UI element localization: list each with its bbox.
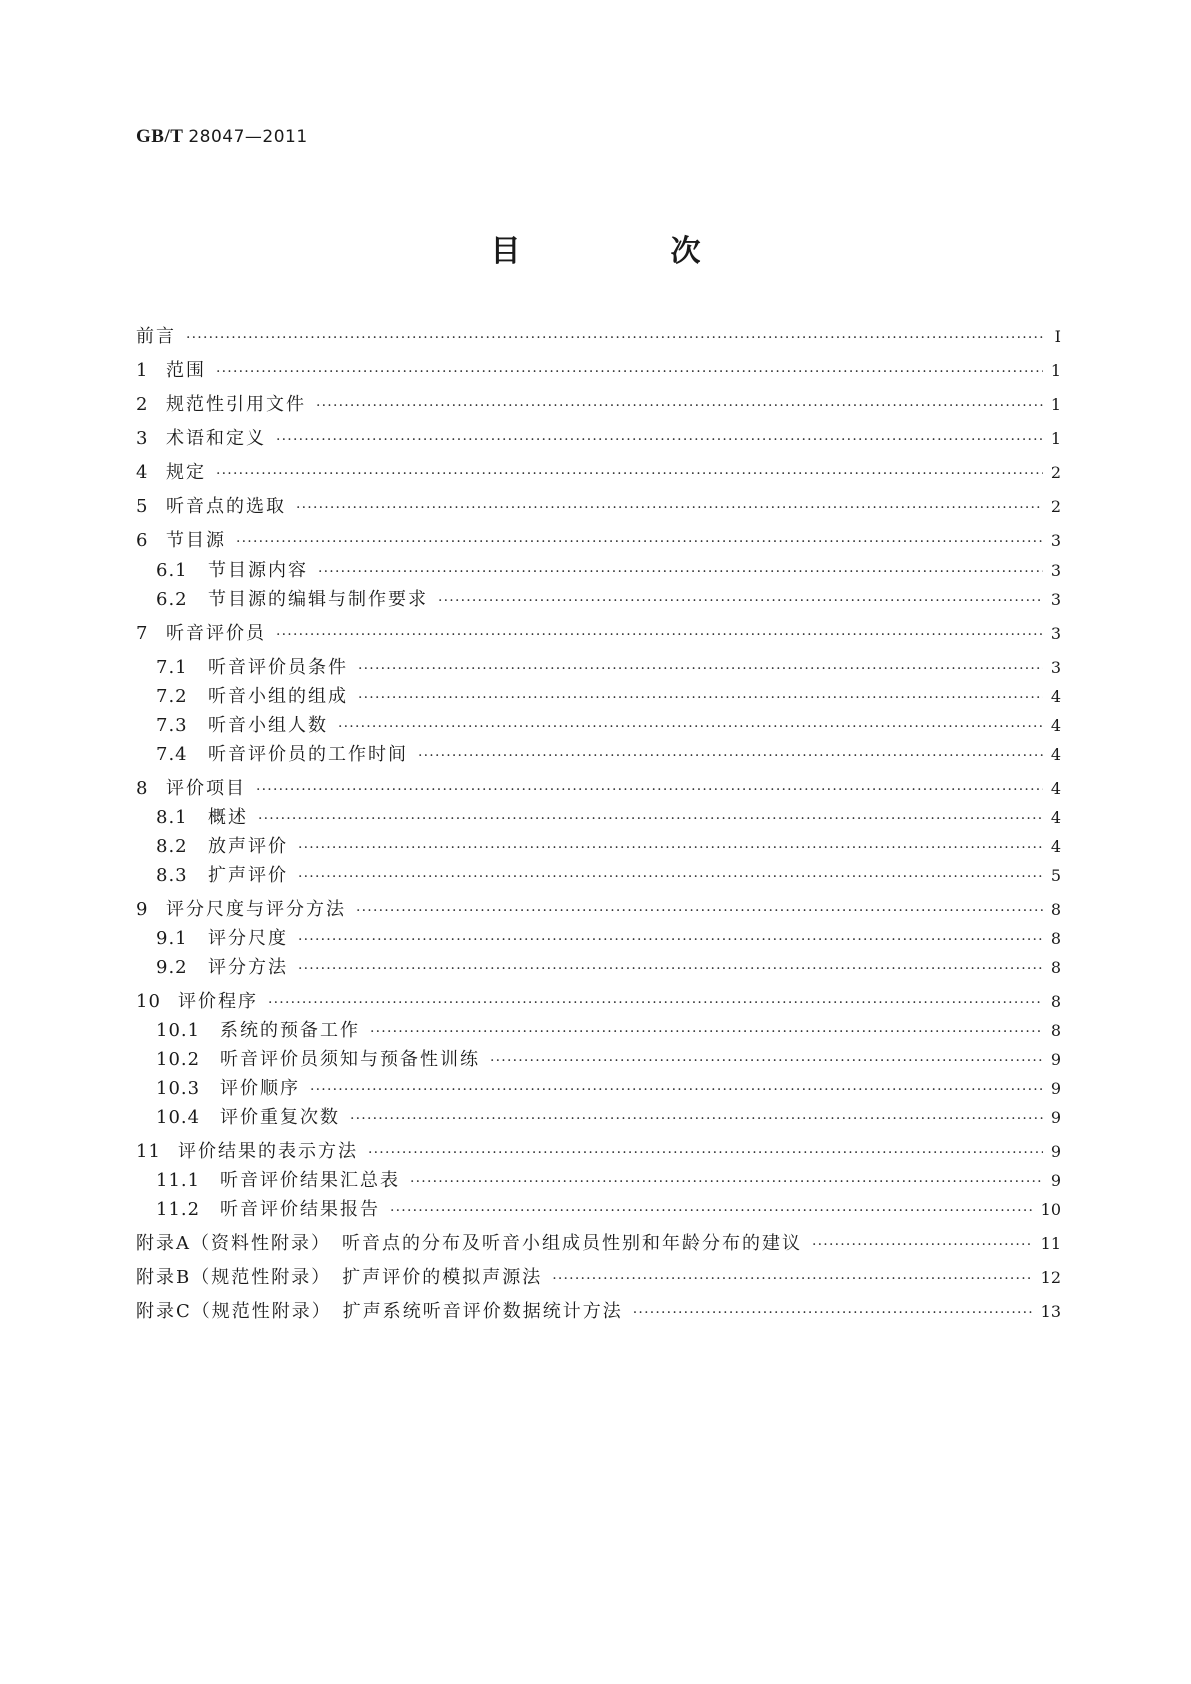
standard-prefix: GB/T — [136, 126, 184, 147]
leader-dots — [298, 833, 1043, 863]
toc-entry[interactable] — [136, 1297, 1061, 1327]
toc-entry[interactable] — [136, 803, 1061, 833]
leader-dots — [258, 804, 1043, 834]
toc-entry-label: 评价结果的表示方法 — [178, 1141, 358, 1162]
toc-entry-number: 10.4 — [156, 1107, 201, 1128]
toc-entry-label: 听音点的选取 — [166, 496, 286, 517]
toc-entry[interactable] — [136, 774, 1061, 804]
toc-entry-label: 放声评价 — [208, 836, 288, 857]
leader-dots — [298, 862, 1043, 892]
toc-entry-number: 9.2 — [156, 957, 188, 978]
toc-entry-number: 9 — [136, 899, 149, 920]
toc-entry-label: 听音评价结果汇总表 — [220, 1170, 400, 1191]
leader-dots — [236, 527, 1043, 557]
leader-dots — [356, 896, 1043, 926]
toc-entry-page: 2 — [1050, 497, 1061, 516]
toc-entry-number: 7.3 — [156, 715, 188, 736]
leader-dots — [552, 1264, 1032, 1294]
toc-entry[interactable] — [136, 1229, 1061, 1259]
leader-dots — [358, 683, 1043, 713]
toc-entry-number: 7.2 — [156, 686, 188, 707]
toc-entry-number: 11.1 — [156, 1170, 201, 1191]
leader-dots — [276, 620, 1043, 650]
toc-entry-number: 10.2 — [156, 1049, 201, 1070]
toc-entry-label: 附录A（资料性附录） 听音点的分布及听音小组成员性别和年龄分布的建议 — [136, 1233, 802, 1254]
toc-entry-page: 2 — [1050, 463, 1061, 482]
toc-entry[interactable] — [136, 1074, 1061, 1104]
standard-number: 28047—2011 — [188, 127, 308, 147]
leader-dots — [338, 712, 1043, 742]
toc-entry-page: 9 — [1050, 1171, 1061, 1190]
toc-entry-number: 8.1 — [156, 807, 188, 828]
toc-entry-number: 11.2 — [156, 1199, 201, 1220]
toc-entry-page: 5 — [1050, 866, 1061, 885]
toc-entry[interactable] — [136, 526, 1061, 556]
toc-entry-page: 1 — [1050, 361, 1061, 380]
toc-entry-label: 附录B（规范性附录） 扩声评价的模拟声源法 — [136, 1267, 543, 1288]
toc-entry-page: 9 — [1050, 1050, 1061, 1069]
toc-entry-label: 规范性引用文件 — [166, 394, 306, 415]
leader-dots — [310, 1075, 1043, 1105]
toc-entry-label: 规定 — [166, 462, 206, 483]
toc-entry[interactable] — [136, 1263, 1061, 1293]
toc-entry[interactable] — [136, 682, 1061, 712]
toc-entry[interactable] — [136, 1137, 1061, 1167]
toc-entry-label: 评价重复次数 — [220, 1107, 340, 1128]
toc-entry-number: 10.1 — [156, 1020, 201, 1041]
page-title: 目 次 — [490, 234, 761, 269]
leader-dots — [490, 1046, 1043, 1076]
leader-dots — [368, 1138, 1043, 1168]
toc-entry[interactable] — [136, 1045, 1061, 1075]
toc-entry-label: 术语和定义 — [166, 428, 266, 449]
leader-dots — [186, 323, 1043, 353]
toc-entry-page: 9 — [1050, 1079, 1061, 1098]
leader-dots — [438, 586, 1043, 616]
toc-entry-page: 8 — [1050, 1021, 1061, 1040]
toc-entry-number: 7 — [136, 623, 149, 644]
toc-entry-page: 4 — [1050, 808, 1061, 827]
toc-entry[interactable] — [136, 458, 1061, 488]
toc-entry-page: 12 — [1040, 1268, 1061, 1287]
toc-entry-label: 附录C（规范性附录） 扩声系统听音评价数据统计方法 — [136, 1301, 623, 1322]
toc-entry[interactable] — [136, 653, 1061, 683]
toc-entry-label: 评分尺度与评分方法 — [166, 899, 346, 920]
toc-entry-number: 3 — [136, 428, 149, 449]
toc-entry[interactable] — [136, 1166, 1061, 1196]
toc-entry-page: 10 — [1040, 1200, 1061, 1219]
toc-entry-number: 1 — [136, 360, 149, 381]
toc-entry[interactable] — [136, 832, 1061, 862]
toc-entry-page: 1 — [1050, 395, 1061, 414]
toc-entry-number: 11 — [136, 1141, 161, 1162]
leader-dots — [390, 1196, 1033, 1226]
toc-entry-page: 8 — [1050, 992, 1061, 1011]
toc-entry-label: 评价顺序 — [220, 1078, 300, 1099]
toc-entry-label: 听音评价结果报告 — [220, 1199, 380, 1220]
leader-dots — [298, 925, 1043, 955]
toc-entry-label: 节目源 — [166, 530, 226, 551]
toc-entry-number: 7.4 — [156, 744, 188, 765]
leader-dots — [358, 654, 1043, 684]
toc-entry-label: 听音评价员条件 — [208, 657, 348, 678]
toc-entry-number: 9.1 — [156, 928, 188, 949]
toc-entry-page: 8 — [1050, 900, 1061, 919]
toc-entry-label: 评价程序 — [178, 991, 258, 1012]
toc-entry[interactable] — [136, 1195, 1061, 1225]
toc-entry[interactable] — [136, 861, 1061, 891]
toc-entry-page: 8 — [1050, 958, 1061, 977]
leader-dots — [276, 425, 1043, 455]
toc-entry-label: 节目源内容 — [208, 560, 308, 581]
toc-entry-page: 3 — [1050, 624, 1061, 643]
toc-entry-label: 听音评价员 — [166, 623, 266, 644]
toc-entry-label: 系统的预备工作 — [220, 1020, 360, 1041]
toc-entry-number: 6 — [136, 530, 149, 551]
leader-dots — [370, 1017, 1043, 1047]
toc-entry-page: 4 — [1050, 687, 1061, 706]
toc-entry-number: 10.3 — [156, 1078, 201, 1099]
toc-entry-label: 评价项目 — [166, 778, 246, 799]
toc-entry-page: 1 — [1050, 429, 1061, 448]
toc-entry-label: 评分方法 — [208, 957, 288, 978]
toc-entry-number: 2 — [136, 394, 149, 415]
toc-entry-number: 10 — [136, 991, 161, 1012]
leader-dots — [350, 1104, 1043, 1134]
toc-entry-label: 范围 — [166, 360, 206, 381]
toc-entry-number: 8.3 — [156, 865, 188, 886]
leader-dots — [256, 775, 1043, 805]
toc-entry[interactable] — [136, 953, 1061, 983]
toc-entry-label: 概述 — [208, 807, 248, 828]
toc-entry-page: 3 — [1050, 658, 1061, 677]
toc-entry-page: 8 — [1050, 929, 1061, 948]
toc-entry-page: 13 — [1040, 1302, 1061, 1321]
toc-entry-number: 8 — [136, 778, 149, 799]
toc-entry-label: 听音小组的组成 — [208, 686, 348, 707]
leader-dots — [316, 391, 1043, 421]
toc-entry-number: 6.1 — [156, 560, 188, 581]
toc-entry[interactable] — [136, 322, 1061, 352]
toc-entry[interactable] — [136, 356, 1061, 386]
leader-dots — [216, 357, 1043, 387]
toc-entry-label: 评分尺度 — [208, 928, 288, 949]
toc-entry[interactable] — [136, 619, 1061, 649]
toc-entry[interactable] — [136, 424, 1061, 454]
toc-entry-page: 4 — [1050, 716, 1061, 735]
toc-entry-page: Ⅰ — [1054, 327, 1061, 346]
toc-entry-number: 8.2 — [156, 836, 188, 857]
toc-entry-label: 前言 — [136, 326, 176, 347]
toc-entry-number: 4 — [136, 462, 149, 483]
leader-dots — [298, 954, 1043, 984]
toc-entry-page: 9 — [1050, 1142, 1061, 1161]
toc-entry-label: 听音小组人数 — [208, 715, 328, 736]
toc-entry-page: 11 — [1040, 1234, 1061, 1253]
toc-entry-page: 9 — [1050, 1108, 1061, 1127]
toc-entry[interactable] — [136, 1016, 1061, 1046]
toc-entry[interactable] — [136, 924, 1061, 954]
toc-entry-page: 3 — [1050, 590, 1061, 609]
leader-dots — [418, 741, 1043, 771]
toc-entry[interactable] — [136, 895, 1061, 925]
leader-dots — [633, 1298, 1033, 1328]
toc-entry[interactable] — [136, 987, 1061, 1017]
leader-dots — [268, 988, 1043, 1018]
toc-entry-label: 听音评价员的工作时间 — [208, 744, 408, 765]
toc-entry-page: 4 — [1050, 745, 1061, 764]
leader-dots — [216, 459, 1043, 489]
toc-entry[interactable] — [136, 492, 1061, 522]
toc-entry-number: 6.2 — [156, 589, 188, 610]
toc-entry-page: 3 — [1050, 561, 1061, 580]
leader-dots — [410, 1167, 1043, 1197]
standard-code — [136, 126, 308, 148]
toc-entry-page: 4 — [1050, 779, 1061, 798]
leader-dots — [812, 1230, 1033, 1260]
toc-entry-number: 5 — [136, 496, 149, 517]
leader-dots — [318, 557, 1043, 587]
toc-entry-label: 听音评价员须知与预备性训练 — [220, 1049, 480, 1070]
toc-entry-page: 3 — [1050, 531, 1061, 550]
toc-entry-page: 4 — [1050, 837, 1061, 856]
toc-entry[interactable] — [136, 556, 1061, 586]
leader-dots — [296, 493, 1043, 523]
toc-entry[interactable] — [136, 585, 1061, 615]
toc-entry-label: 扩声评价 — [208, 865, 288, 886]
toc-entry-label: 节目源的编辑与制作要求 — [208, 589, 428, 610]
toc-entry[interactable] — [136, 740, 1061, 770]
toc-entry-number: 7.1 — [156, 657, 188, 678]
toc-entry[interactable] — [136, 390, 1061, 420]
toc-entry[interactable] — [136, 711, 1061, 741]
toc-entry[interactable] — [136, 1103, 1061, 1133]
